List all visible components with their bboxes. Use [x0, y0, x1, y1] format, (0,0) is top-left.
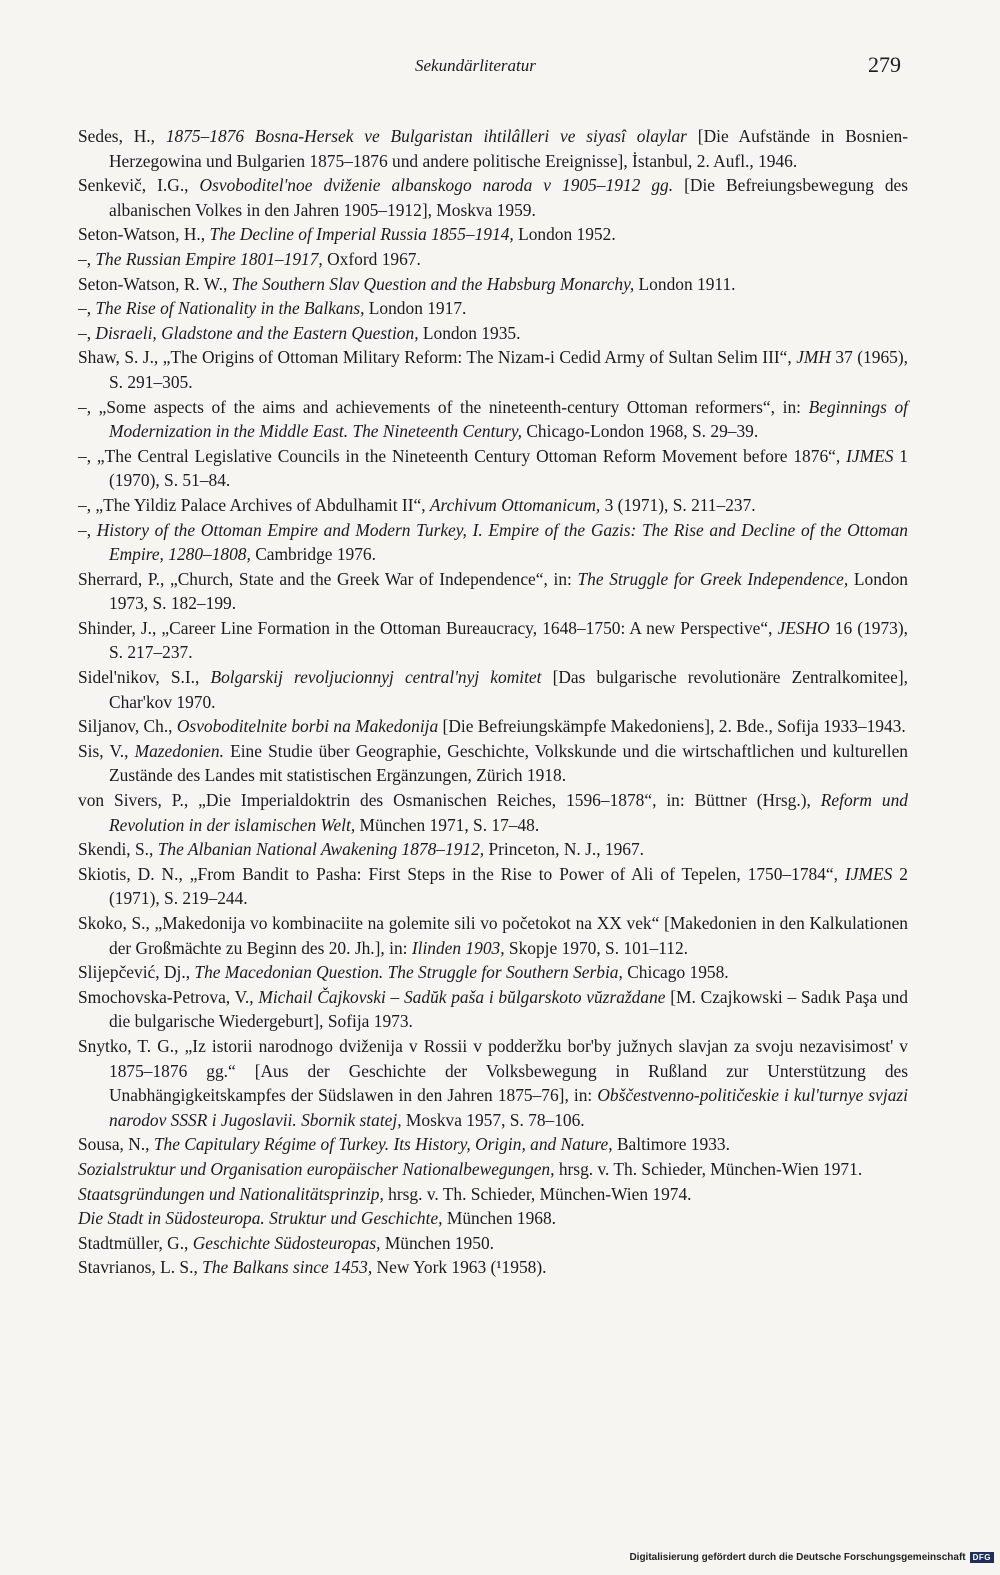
entry-text: –,: [78, 519, 97, 540]
entry-title-italic: Reform und Revolution in der islamischen Welt,: [109, 790, 908, 835]
entry-title-italic: Disraeli, Gladstone and the Eastern Question,: [95, 322, 419, 343]
bibliography-entry: [78, 272, 908, 297]
entry-title-italic: The Decline of Imperial Russia 1855–1914,: [209, 224, 514, 245]
entry-text: Eine Studie über Geographie, Geschichte, Volkskunde und die wirtschaftlichen und kulturellen Zustände des Landes mit statistischen Ergänzungen, Zürich 1918.: [109, 740, 908, 786]
bibliography-entry: [78, 321, 908, 346]
entry-text: [M. Czajkowski – Sadık Paşa und die bulgarische Wiedergeburt], Sofija 1973.: [109, 986, 909, 1032]
bibliography-entry: [78, 911, 908, 960]
bibliography-entry: [78, 1255, 908, 1280]
entry-text: Princeton, N. J., 1967.: [484, 839, 645, 860]
bibliography-entry: [78, 1206, 908, 1231]
entry-text: Chicago 1958.: [622, 962, 729, 983]
entry-text: Sedes, H.,: [78, 126, 166, 146]
bibliography-entry: [78, 1182, 908, 1207]
entry-title-italic: The Macedonian Question. The Struggle for Southern Serbia,: [194, 962, 623, 983]
entry-text: Skendi, S.,: [78, 839, 158, 860]
entry-text: Oxford 1967.: [322, 248, 421, 269]
entry-text: 2 (1971), S. 219–244.: [109, 863, 908, 909]
entry-title-italic: The Russian Empire 1801–1917,: [95, 248, 323, 269]
entry-text: 37 (1965), S. 291–305.: [109, 347, 908, 392]
entry-text: Shinder, J., „Career Line Formation in the Ottoman Bureaucracy, 1648–1750: A new Perspective“,: [78, 617, 778, 638]
entry-text: Seton-Watson, R. W.,: [78, 273, 232, 294]
entry-text: –,: [78, 248, 96, 269]
entry-text: 3 (1971), S. 211–237.: [600, 494, 756, 515]
bibliography-entry: [78, 985, 908, 1034]
entry-title-italic: Archivum Ottomanicum,: [429, 494, 601, 515]
entry-title-italic: Mazedonien.: [134, 740, 224, 761]
entry-text: –,: [78, 322, 96, 343]
bibliography-entry: [78, 960, 908, 985]
bibliography-entry: [78, 1034, 908, 1132]
footer-credit: [629, 1552, 994, 1563]
entry-title-italic: The Capitulary Régime of Turkey. Its History, Origin, and Nature,: [153, 1134, 613, 1155]
entry-text: Shaw, S. J., „The Origins of Ottoman Military Reform: The Nizam-i Cedid Army of Sultan Selim III“,: [78, 347, 797, 368]
entry-title-italic: JESHO: [777, 617, 830, 638]
entry-title-italic: History of the Ottoman Empire and Modern Turkey, I. Empire of the Gazis: The Rise and Decline of the Ottoman Empire, 1280–1808,: [96, 519, 908, 565]
bibliography-entry: [78, 395, 908, 444]
entry-text: London 1917.: [364, 298, 467, 319]
entry-text: Sherrard, P., „Church, State and the Greek War of Independence“, in:: [78, 568, 578, 589]
entry-text: Skopje 1970, S. 101–112.: [504, 937, 688, 958]
entry-text: hrsg. v. Th. Schieder, München-Wien 1974.: [383, 1183, 692, 1204]
bibliography-entry: [78, 493, 908, 518]
entry-title-italic: IJMES: [844, 863, 893, 884]
entry-text: Sidel'nikov, S.I.,: [78, 667, 211, 688]
entry-text: Skoko, S., „Makedonija vo kombinaciite na golemite sili vo početokot na XX vek“ [Makedonien in den Kalkulationen der Großmächte zu Beginn des 20. Jh.], in:: [78, 913, 908, 958]
entry-text: [Die Aufstände in Bosnien-Herzegowina und Bulgarien 1875–1876 und andere politische Ereignisse], İstanbul, 2. Aufl., 1946.: [109, 126, 908, 171]
entry-text: Siljanov, Ch.,: [78, 716, 177, 737]
entry-text: Cambridge 1976.: [250, 544, 376, 565]
entry-title-italic: Die Stadt in Südosteuropa. Struktur und Geschichte,: [78, 1208, 443, 1229]
entry-title-italic: Beginnings of Modernization in the Middle East. The Nineteenth Century,: [109, 396, 909, 442]
entry-title-italic: Obščestvenno-političeskie i kul'turnye svjazi narodov SSSR i Jugoslavii. Sbornik statej,: [109, 1085, 908, 1130]
entry-text: [Die Befreiungskämpfe Makedoniens], 2. Bde., Sofija 1933–1943.: [438, 716, 906, 737]
bibliography-entry: [78, 665, 908, 714]
bibliography-entry: [78, 345, 908, 394]
entry-text: London 1935.: [418, 322, 521, 343]
bibliography-entry: [78, 1231, 908, 1256]
bibliography-entry: [78, 862, 908, 911]
entry-title-italic: The Balkans since 1453,: [202, 1257, 373, 1278]
entry-text: Senkevič, I.G.,: [78, 175, 200, 196]
entry-text: Slijepčević, Dj.,: [78, 962, 195, 983]
entry-text: München 1971, S. 17–48.: [355, 814, 540, 835]
bibliography-entry: [78, 714, 908, 739]
entry-text: –, „Some aspects of the aims and achievements of the nineteenth-century Ottoman reformers“, in:: [78, 396, 809, 417]
entry-text: 1 (1970), S. 51–84.: [109, 445, 908, 491]
entry-text: [Das bulgarische revolutionäre Zentralkomitee], Char'kov 1970.: [109, 667, 908, 712]
entry-title-italic: Sozialstruktur und Organisation europäischer Nationalbewegungen,: [78, 1158, 555, 1179]
entry-text: Stavrianos, L. S.,: [78, 1257, 203, 1278]
bibliography-entry: [78, 837, 908, 862]
running-head: [0, 52, 1000, 82]
footer-text: Digitalisierung gefördert durch die Deutsche Forschungsgemeinschaft: [629, 1552, 966, 1563]
bibliography-entry: [78, 444, 908, 493]
entry-title-italic: Staatsgründungen und Nationalitätsprinzip,: [78, 1183, 384, 1204]
entry-text: London 1911.: [634, 273, 736, 294]
bibliography-entry: [78, 222, 908, 247]
entry-text: Stadtmüller, G.,: [78, 1232, 193, 1253]
entry-text: hrsg. v. Th. Schieder, München-Wien 1971.: [554, 1158, 863, 1179]
page-number: 279: [868, 52, 901, 77]
entry-text: Snytko, T. G., „Iz istorii narodnogo dviženija v Rossii v podderžku bor'by južnych slavjan za svoju nezavisimost' v 1875–1876 gg.“ [Aus der Geschichte der Volksbewegung in Rußland zur Unterstützung des Unabhängigkeitskampfes der Südslawen in den Jahren 1875–76], in:: [78, 1035, 908, 1106]
entry-text: von Sivers, P., „Die Imperialdoktrin des Osmanischen Reiches, 1596–1878“, in: Büttner (Hrsg.),: [78, 790, 821, 811]
entry-text: 16 (1973), S. 217–237.: [109, 617, 908, 663]
entry-text: München 1950.: [380, 1232, 494, 1253]
entry-text: –, „The Central Legislative Councils in the Nineteenth Century Ottoman Reform Movement before 1876“,: [78, 445, 847, 466]
entry-title-italic: Michail Čajkovski – Sadŭk paša i bŭlgarskoto vŭzraždane: [258, 986, 666, 1007]
bibliography-entry: [78, 1157, 908, 1182]
entry-title-italic: Geschichte Südosteuropas,: [192, 1232, 381, 1253]
entry-title-italic: The Albanian National Awakening 1878–1912,: [157, 839, 485, 860]
entry-text: Baltimore 1933.: [612, 1134, 730, 1155]
bibliography-entry: [78, 788, 908, 837]
entry-text: –,: [78, 298, 96, 319]
entry-text: Smochovska-Petrova, V.,: [78, 986, 259, 1007]
entry-title-italic: Osvoboditelnite borbi na Makedonija: [176, 716, 439, 737]
running-title: Sekundärliteratur: [415, 56, 536, 75]
entry-title-italic: JMH: [796, 347, 831, 368]
entry-title-italic: IJMES: [846, 445, 894, 466]
entry-text: London 1973, S. 182–199.: [109, 568, 908, 614]
bibliography-entry: [78, 739, 908, 788]
entry-title-italic: The Rise of Nationality in the Balkans,: [95, 298, 365, 319]
entry-text: London 1952.: [513, 224, 616, 245]
entry-text: Sis, V.,: [78, 740, 135, 761]
entry-text: Seton-Watson, H.,: [78, 224, 210, 245]
bibliography-entry: [78, 567, 908, 616]
entry-text: Skiotis, D. N., „From Bandit to Pasha: First Steps in the Rise to Power of Ali of Tepelen, 1750–1784“,: [78, 863, 845, 884]
bibliography-entry: [78, 124, 908, 173]
entry-text: Chicago-London 1968, S. 29–39.: [521, 421, 759, 442]
entry-text: Moskva 1957, S. 78–106.: [401, 1109, 585, 1130]
entry-title-italic: Osvoboditel'noe dviženie albanskogo naroda v 1905–1912 gg.: [199, 175, 674, 196]
entry-text: Sousa, N.,: [78, 1134, 154, 1155]
dfg-logo-icon: DFG: [970, 1552, 994, 1563]
entry-title-italic: Ilinden 1903,: [411, 937, 505, 958]
bibliography-entry: [78, 616, 908, 665]
entry-text: [Die Befreiungsbewegung des albanischen Volkes in den Jahren 1905–1912], Moskva 1959.: [109, 175, 909, 220]
entry-title-italic: The Southern Slav Question and the Habsburg Monarchy,: [231, 273, 635, 294]
entry-text: –, „The Yildiz Palace Archives of Abdulhamit II“,: [78, 494, 430, 515]
bibliography-entry: [78, 1132, 908, 1157]
bibliography-list: [78, 124, 908, 1280]
entry-title-italic: 1875–1876 Bosna-Hersek ve Bulgaristan ihtilâlleri ve siyasî olaylar: [165, 126, 687, 146]
entry-title-italic: Bolgarskij revoljucionnyj central'nyj komitet: [210, 667, 542, 688]
bibliography-entry: [78, 173, 908, 222]
entry-text: München 1968.: [442, 1208, 557, 1229]
bibliography-entry: [78, 518, 908, 567]
entry-text: New York 1963 (¹1958).: [372, 1257, 547, 1278]
bibliography-entry: [78, 247, 908, 272]
bibliography-entry: [78, 296, 908, 321]
entry-title-italic: The Struggle for Greek Independence,: [577, 568, 849, 589]
